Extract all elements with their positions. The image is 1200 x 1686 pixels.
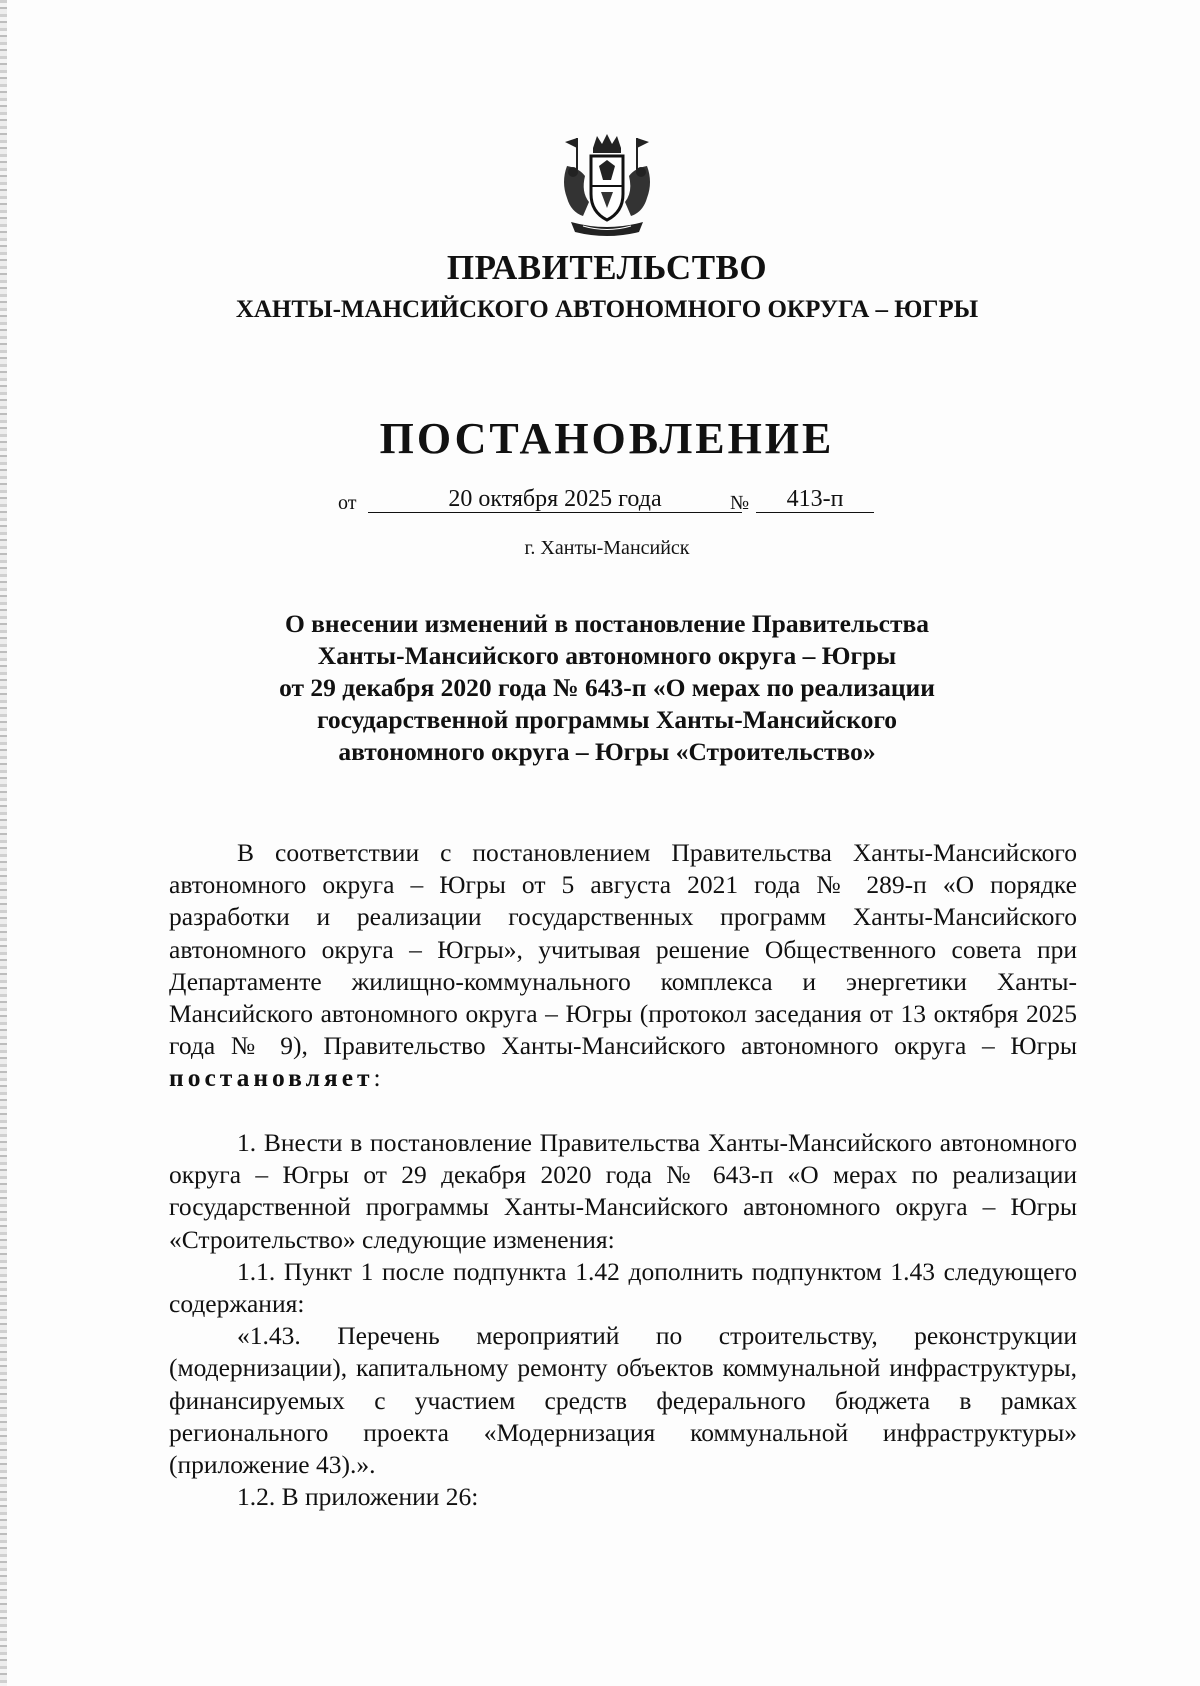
item-1-2: 1.2. В приложении 26: <box>237 1482 479 1512</box>
preamble-text: В соответствии с постановлением Правительства Ханты-Мансийского автономного округа – Югры от 5 августа 2021 года № 289-п «О порядке разработки и реализации государственных программ Ханты-Мансийского автономного округа – Югры», учитывая решение Общественного совета при Департаменте жилищно-коммунального комплекса и энергетики Ханты-Мансийского автономного округа – Югры (протокол заседания от 13 октября 2025 года № 9), Правительство Ханты-Мансийского автономного округа – Югры <box>169 838 1077 1061</box>
document-date: 20 октября 2025 года <box>368 482 742 513</box>
subject-line: О внесении изменений в постановление Правительства <box>284 609 930 638</box>
khanty-mansiysk-coat-of-arms-icon <box>557 132 657 238</box>
decree-items <box>169 1127 1077 1513</box>
city-line: г. Ханты-Мансийск <box>524 537 690 559</box>
preamble-paragraph <box>169 837 1077 1095</box>
document-number: 413-п <box>756 482 874 513</box>
government-region: ХАНТЫ-МАНСИЙСКОГО АВТОНОМНОГО ОКРУГА – ЮГРЫ <box>235 296 979 323</box>
decree-keyword: постановляет <box>169 1063 374 1093</box>
subject-line: государственной программы Ханты-Мансийского <box>316 705 898 734</box>
number-label: № <box>730 492 750 514</box>
subject-line: автономного округа – Югры «Строительство» <box>338 737 876 766</box>
item-1: 1. Внести в постановление Правительства Ханты-Мансийского автономного округа – Югры от 29 декабря 2020 года № 643-п «О мерах по реализации государственной программы Ханты-Мансийского автономного округа – Югры «Строительство» следующие изменения: <box>169 1128 1077 1254</box>
document-type: ПОСТАНОВЛЕНИЕ <box>379 414 835 463</box>
item-1-43: «1.43. Перечень мероприятий по строительству, реконструкции (модернизации), капитальному ремонту объектов коммунальной инфраструктуры, финансируемых с участием средств федерального бюджета в рамках регионального проекта «Модернизация коммунальной инфраструктуры» (приложение 43).». <box>169 1321 1077 1480</box>
preamble-end: : <box>373 1063 381 1093</box>
subject-line: от 29 декабря 2020 года № 643-п «О мерах по реализации <box>279 673 935 702</box>
document-subject <box>160 608 1054 768</box>
item-1-1: 1.1. Пункт 1 после подпункта 1.42 дополнить подпунктом 1.43 следующего содержания: <box>169 1256 1077 1319</box>
subject-line: Ханты-Мансийского автономного округа – Югры <box>317 641 897 670</box>
government-title: ПРАВИТЕЛЬСТВО <box>446 248 768 287</box>
date-label: от <box>338 492 357 514</box>
